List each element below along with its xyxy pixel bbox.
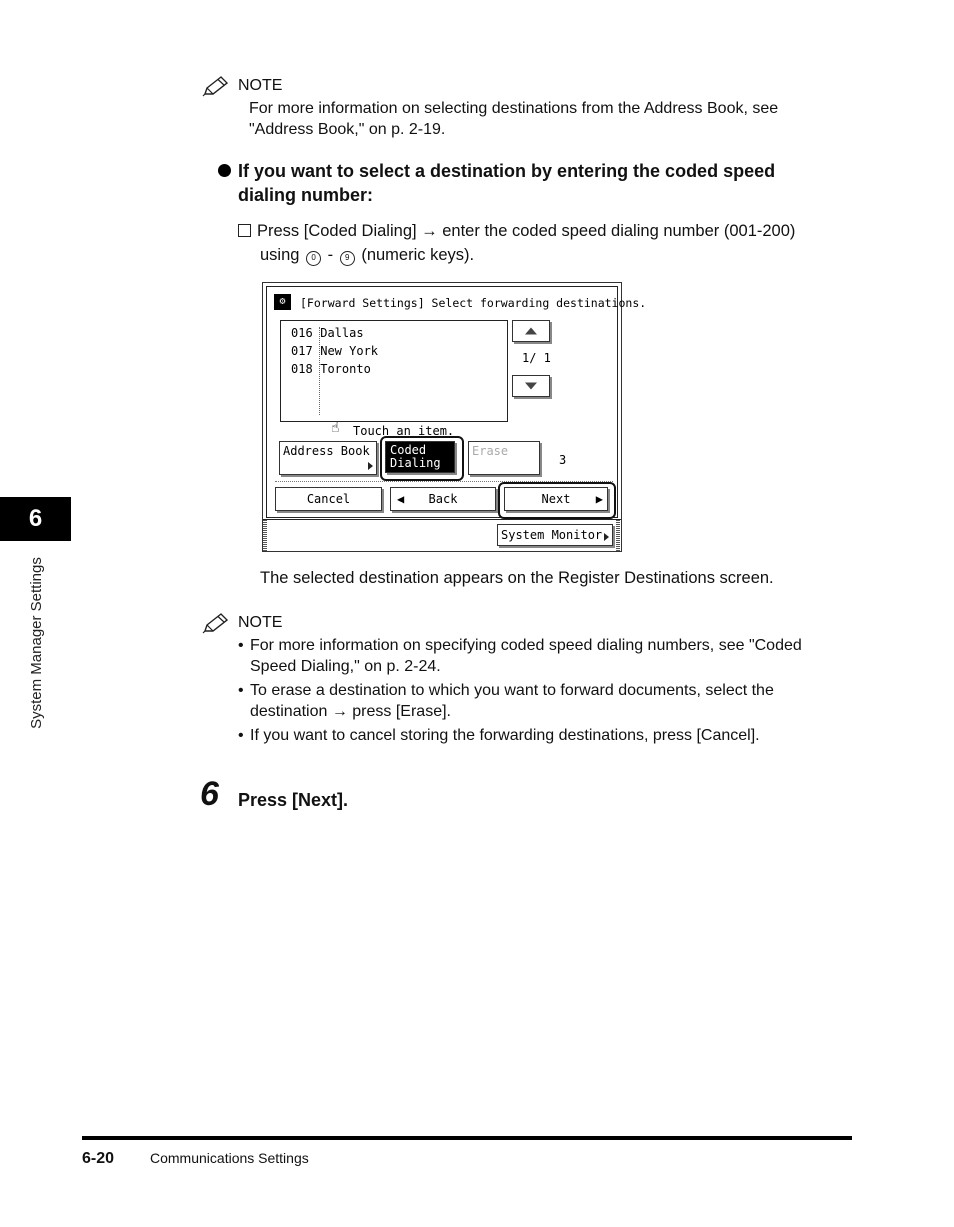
address-book-button[interactable]: [279, 441, 377, 475]
checkbox-square-icon: [238, 224, 251, 237]
arrow-up-icon: [525, 328, 537, 335]
next-label: Next: [541, 492, 571, 506]
back-arrow-icon: ◀: [397, 492, 405, 506]
scroll-down-button[interactable]: [512, 375, 550, 397]
destination-list[interactable]: [280, 320, 508, 422]
list-item[interactable]: [291, 326, 364, 340]
page-indicator: 1/ 1: [522, 351, 551, 365]
instruction-dash: -: [327, 246, 334, 264]
next-arrow-icon: ▶: [595, 492, 603, 506]
screen-main-frame: [266, 286, 647, 518]
step-number: 6: [200, 775, 219, 813]
pencil-note-icon: [202, 612, 230, 634]
list-item-name: Toronto: [320, 362, 371, 376]
touch-panel-screen: [262, 282, 647, 552]
chapter-tab: 6: [0, 497, 71, 541]
cancel-label: Cancel: [306, 492, 351, 506]
erase-label: Erase: [472, 444, 509, 458]
scroll-up-button[interactable]: [512, 320, 550, 342]
pencil-note-icon: [202, 75, 230, 97]
system-monitor-label: System Monitor: [501, 528, 603, 542]
chapter-side-title: System Manager Settings: [28, 557, 45, 729]
fax-forward-icon: ⚙: [274, 294, 291, 310]
note-block-1: [202, 75, 822, 140]
instruction-tail: (numeric keys).: [361, 246, 475, 264]
touch-hint: Touch an item.: [353, 424, 455, 438]
note-block-2: [202, 612, 832, 749]
note-label: NOTE: [238, 77, 283, 94]
instruction-line-1: Press [Coded Dialing] → enter the coded speed dialing number (001-200): [257, 222, 796, 240]
next-button[interactable]: [504, 487, 608, 511]
list-item[interactable]: [291, 362, 371, 376]
footer-rule: [82, 1136, 852, 1140]
back-label: Back: [428, 492, 458, 506]
section-heading-block: [218, 159, 818, 207]
list-item-number: 018: [291, 362, 313, 376]
list-item-number: 016: [291, 326, 313, 340]
hatch-left: [263, 520, 267, 551]
submenu-arrow-icon: [604, 533, 609, 541]
address-book-label: Address Book: [283, 444, 370, 458]
coded-dialing-button[interactable]: [385, 441, 455, 473]
result-text: The selected destination appears on the Register Destinations screen.: [260, 569, 774, 587]
step-text: Press [Next].: [238, 790, 349, 810]
list-item-name: Dallas: [320, 326, 364, 340]
coded-dialing-label-1: Coded: [390, 443, 427, 457]
instruction: [238, 219, 828, 267]
cancel-button[interactable]: [275, 487, 382, 511]
pointing-hand-icon: ☝: [331, 420, 340, 436]
section-heading: If you want to select a destination by entering the coded speed dialing number:: [238, 161, 776, 205]
screen-title: [Forward Settings] Select forwarding destinations.: [300, 296, 647, 310]
list-item[interactable]: [291, 344, 378, 358]
arrow-down-icon: [525, 383, 537, 390]
note-list-item: • For more information on specifying coded speed dialing numbers, see "Coded Speed Dialing," on p. 2-24.: [238, 635, 818, 677]
note-text: For more information on selecting destinations from the Address Book, see "Address Book," on p. 2-19.: [249, 100, 779, 138]
numeric-key-0-icon: 0: [306, 251, 321, 266]
submenu-arrow-icon: [368, 462, 373, 470]
list-item-name: New York: [320, 344, 379, 358]
footer-section-title: Communications Settings: [150, 1150, 309, 1166]
list-item-number: 017: [291, 344, 313, 358]
bullet-icon: [218, 164, 231, 177]
instruction-using: using: [260, 246, 300, 264]
note-list: [238, 635, 818, 746]
back-button[interactable]: [390, 487, 496, 511]
note-label: NOTE: [238, 614, 283, 631]
note-list-item: • If you want to cancel storing the forwarding destinations, press [Cancel].: [238, 725, 818, 746]
system-monitor-button[interactable]: [497, 524, 613, 546]
erase-button[interactable]: [468, 441, 540, 475]
note-list-item: • To erase a destination to which you want to forward documents, select the destination → press [Erase].: [238, 680, 818, 722]
footer-page-number: 6-20: [82, 1150, 115, 1167]
destination-count: 3: [559, 453, 567, 467]
hatch-right: [616, 520, 620, 551]
status-bar: [263, 519, 621, 552]
coded-dialing-label-2: Dialing: [390, 456, 441, 470]
numeric-key-9-icon: 9: [340, 251, 355, 266]
